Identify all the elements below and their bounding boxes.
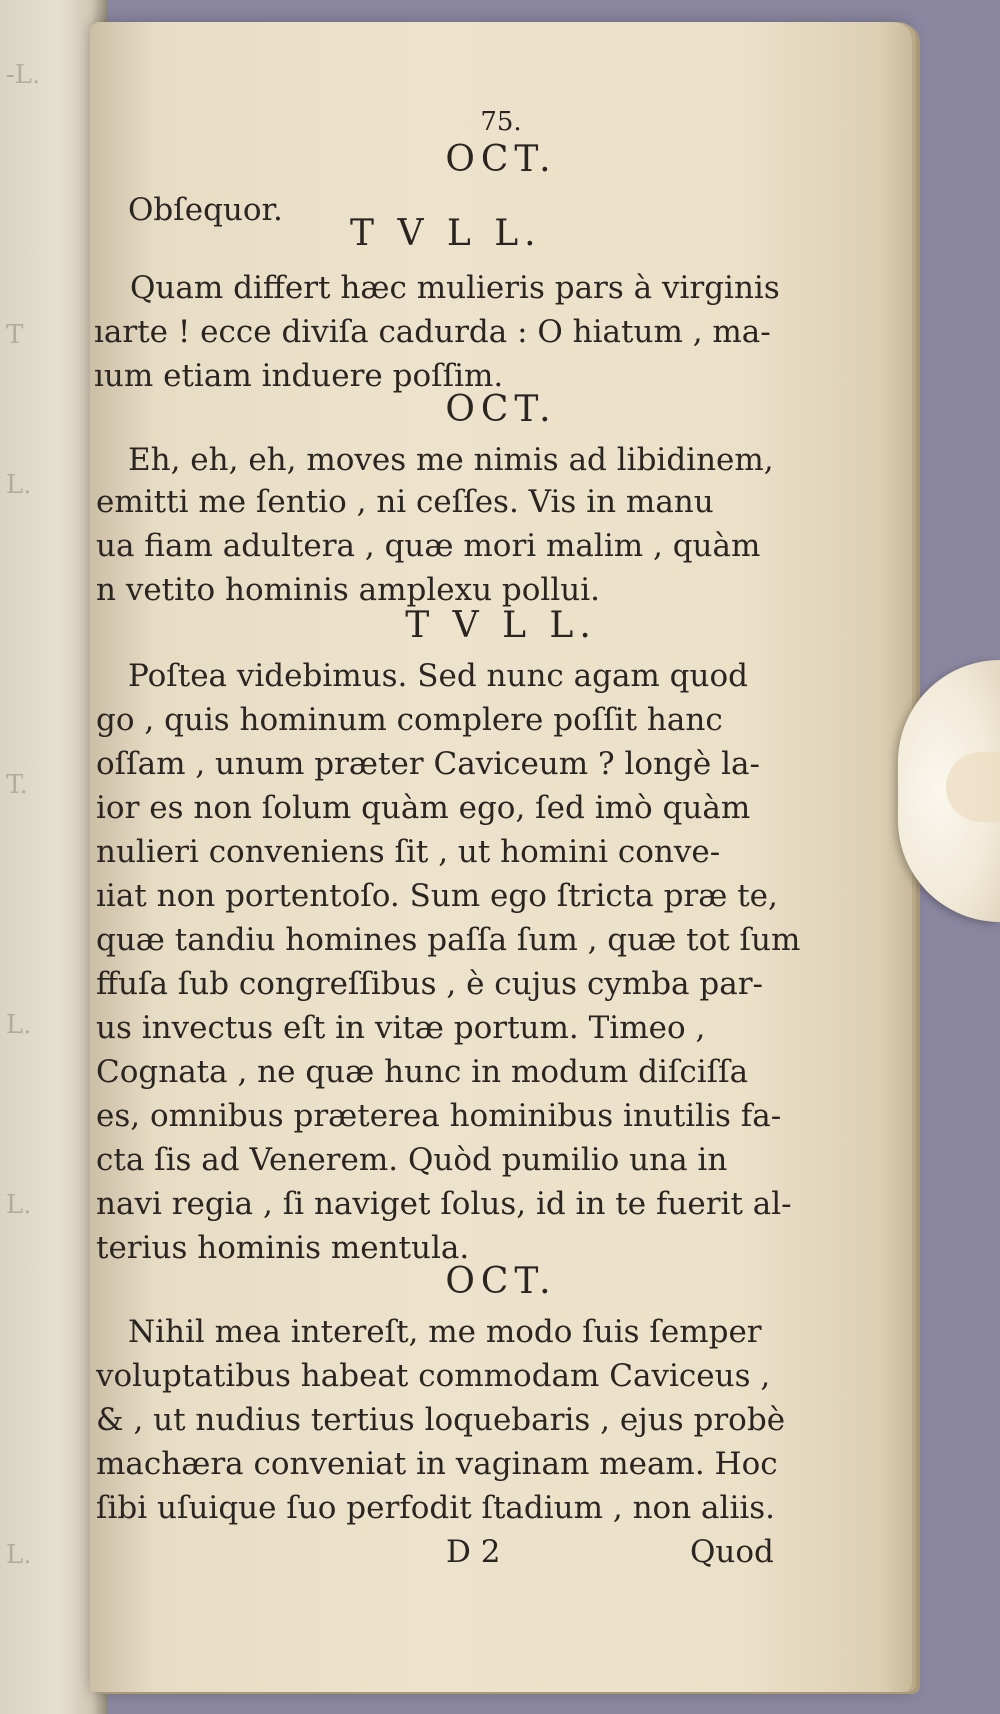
left-page-fragment: -L. bbox=[6, 60, 41, 90]
text-line: terius hominis mentula. bbox=[96, 1230, 470, 1266]
text-line: ıiat non portentoſo. Sum ego ſtricta præ te, bbox=[96, 878, 778, 914]
text-line: us invectus eſt in vitæ portum. Timeo , bbox=[96, 1010, 706, 1046]
text-line: nulieri conveniens ſit , ut homini conve- bbox=[96, 834, 721, 870]
text-line: n vetito hominis amplexu pollui. bbox=[96, 572, 600, 608]
text-line: & , ut nudius tertius loquebaris , ejus probè bbox=[96, 1402, 786, 1438]
text-line: ıum etiam induere poſſim. bbox=[94, 358, 504, 394]
text-line: Eh, eh, eh, moves me nimis ad libidinem, bbox=[128, 442, 774, 478]
text-line: ior es non ſolum quàm ego, ſed imò quàm bbox=[96, 790, 751, 826]
text-line: Nihil mea intereſt, me modo ſuis ſemper bbox=[128, 1314, 762, 1350]
left-page-fragment: T. bbox=[6, 770, 28, 800]
text-line: emitti me ſentio , ni ceſſes. Vis in manu bbox=[96, 484, 714, 520]
left-page-fragment: T bbox=[6, 320, 24, 350]
text-line: ffuſa ſub congreſſibus , è cujus cymba par- bbox=[96, 966, 764, 1002]
text-line: es, omnibus præterea hominibus inutilis fa- bbox=[96, 1098, 782, 1134]
speaker-heading: OCT. bbox=[445, 1261, 557, 1302]
book-page bbox=[90, 22, 912, 1692]
speaker-heading: OCT. bbox=[445, 389, 557, 430]
text-line: ua fiam adultera , quæ mori malim , quàm bbox=[96, 528, 761, 564]
left-page-fragment: L. bbox=[6, 1190, 32, 1220]
speaker-heading: OCT. bbox=[445, 139, 557, 180]
speaker-heading: T V L L. bbox=[350, 213, 542, 254]
text-line: Obſequor. bbox=[128, 192, 283, 228]
text-line: voluptatibus habeat commodam Caviceus , bbox=[96, 1358, 771, 1394]
speaker-heading: T V L L. bbox=[405, 605, 597, 646]
left-page-fragment: L. bbox=[6, 1010, 32, 1040]
text-line: navi regia , ſi naviget ſolus, id in te fuerit al- bbox=[96, 1186, 792, 1222]
text-line: go , quis hominum complere poſſit hanc bbox=[96, 702, 723, 738]
text-line: Poſtea videbimus. Sed nunc agam quod bbox=[128, 658, 748, 694]
text-line: Quam differt hæc mulieris pars à virginis bbox=[130, 270, 780, 306]
text-line: oſſam , unum præter Caviceum ? longè la- bbox=[96, 746, 760, 782]
text-line: cta ſis ad Venerem. Quòd pumilio una in bbox=[96, 1142, 728, 1178]
page-clip bbox=[898, 660, 1000, 922]
left-page-fragment: L. bbox=[6, 1540, 32, 1570]
text-line: quæ tandiu homines paſſa ſum , quæ tot ſum bbox=[96, 922, 801, 958]
text-line: Cognata , ne quæ hunc in modum diſciſſa bbox=[96, 1054, 749, 1090]
left-page-fragment: L. bbox=[6, 470, 32, 500]
signature-mark: D 2 bbox=[446, 1534, 501, 1570]
page-number: 75. bbox=[480, 107, 522, 137]
text-line: machæra conveniat in vaginam meam. Hoc bbox=[96, 1446, 778, 1482]
text-line: ıarte ! ecce diviſa cadurda : O hiatum , ma- bbox=[94, 314, 771, 350]
catchword: Quod bbox=[690, 1534, 774, 1570]
text-line: ſibi uſuique ſuo perfodit ſtadium , non aliis. bbox=[96, 1490, 776, 1526]
